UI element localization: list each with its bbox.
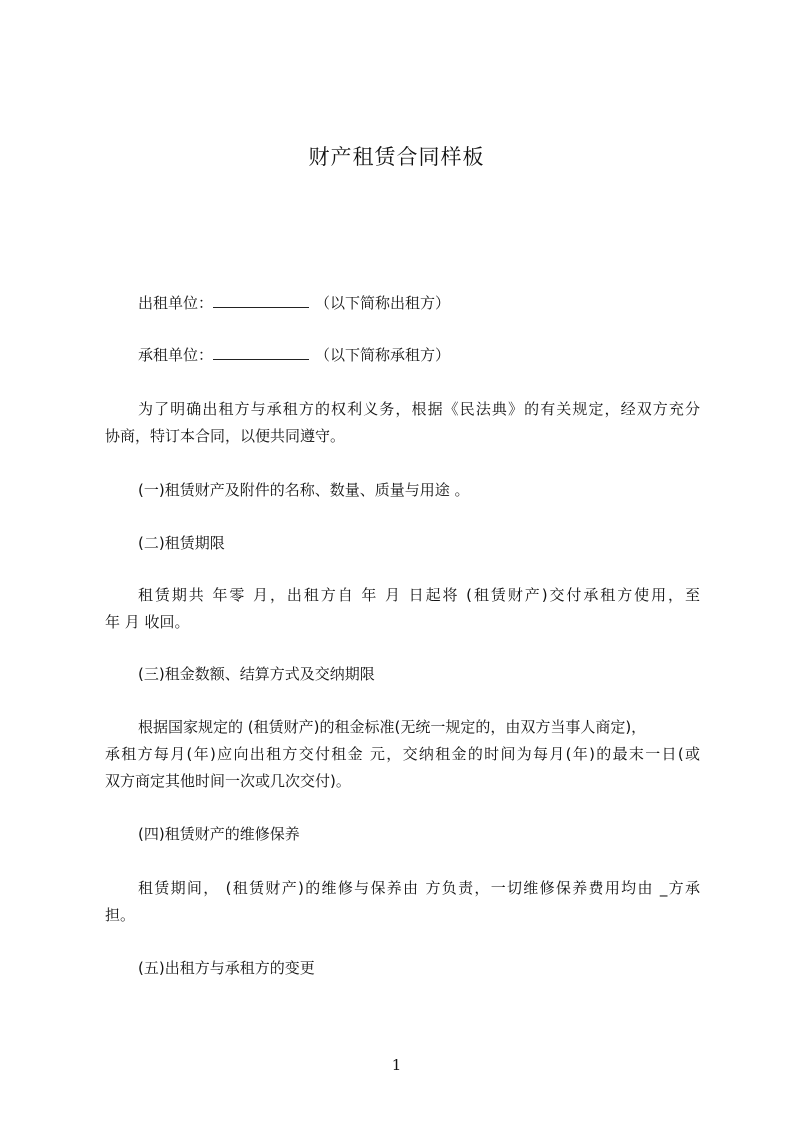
section3-line-3: 双方商定其他时间一次或几次交付)。 <box>105 772 351 790</box>
lessor-blank <box>213 292 309 308</box>
intro-line-2: 协商，特订本合同，以便共同遵守。 <box>105 427 346 445</box>
page-number: 1 <box>391 1056 402 1074</box>
section5-heading: (五)出租方与承租方的变更 <box>138 959 315 977</box>
lessor-line <box>138 292 450 313</box>
lessor-label: 出租单位： <box>138 294 214 312</box>
lessee-label: 承租单位： <box>138 346 214 364</box>
section4-heading: (四)租赁财产的维修保养 <box>138 825 300 843</box>
lessee-line <box>138 344 450 365</box>
section2-line-2: 年 月 收回。 <box>105 613 190 631</box>
section3-line-2: 承租方每月(年)应向出租方交付租金 元，交纳租金的时间为每月(年)的最末一日(或 <box>105 745 700 763</box>
document-title: 财产租赁合同样板 <box>308 145 485 169</box>
section3-heading: (三)租金数额、结算方式及交纳期限 <box>138 665 375 683</box>
section4-line-2: 担。 <box>105 906 136 924</box>
section2-heading: (二)租赁期限 <box>138 534 225 552</box>
lessor-suffix: （以下简称出租方） <box>315 294 451 312</box>
intro-line-1: 为了明确出租方与承租方的权利义务，根据《民法典》的有关规定，经双方充分 <box>138 400 700 418</box>
section3-line-1: 根据国家规定的 (租赁财产)的租金标准(无统一规定的，由双方当事人商定)， <box>138 718 647 736</box>
section2-line-1: 租赁期共 年零 月，出租方自 年 月 日起将 (租赁财产)交付承租方使用，至 <box>138 586 700 604</box>
lessee-blank <box>213 344 309 360</box>
lessee-suffix: （以下简称承租方） <box>315 346 451 364</box>
section1-heading: (一)租赁财产及附件的名称、数量、质量与用途 。 <box>138 481 470 499</box>
section4-line-1: 租赁期间， (租赁财产)的维修与保养由 方负责，一切维修保养费用均由 _方承 <box>138 879 700 897</box>
